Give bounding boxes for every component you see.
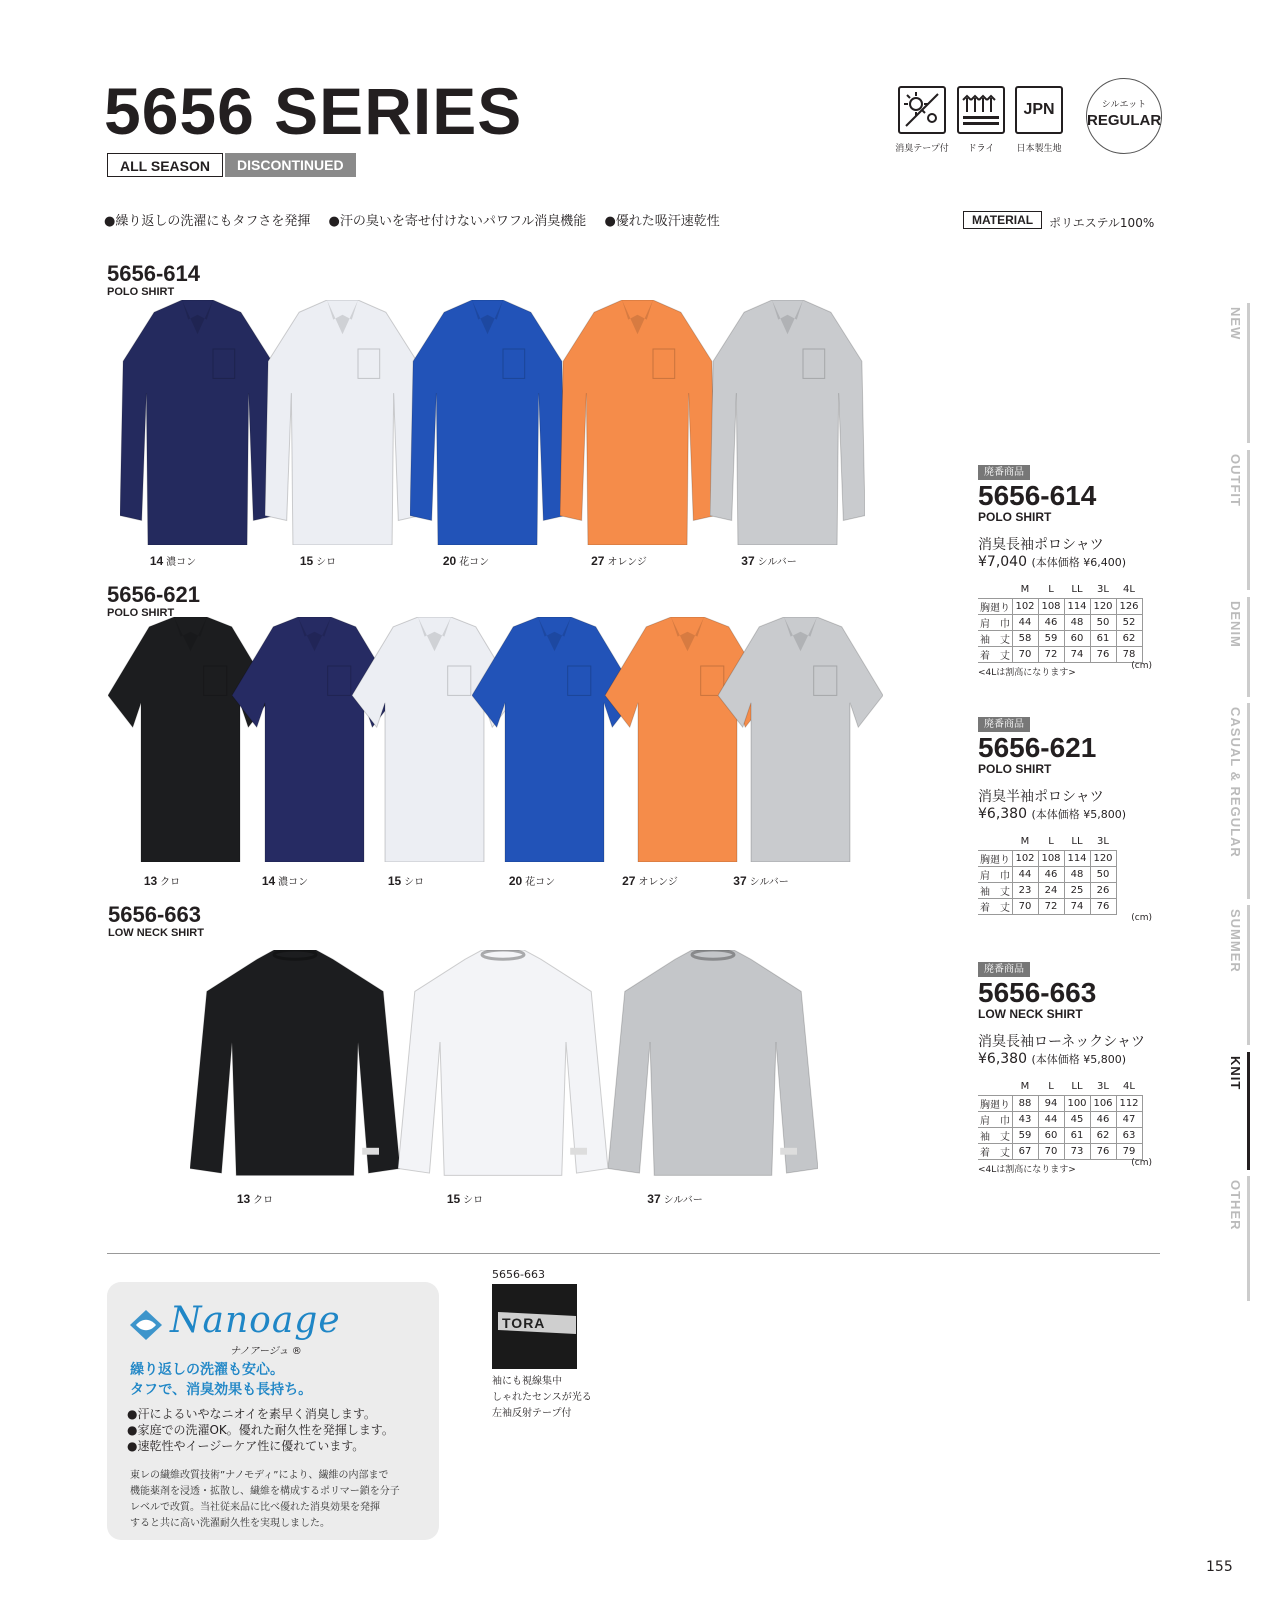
product-price: ¥7,040 (本体価格 ¥6,400) [978,554,1127,570]
color-label [410,1191,520,1206]
color-label [200,1191,310,1206]
measure-value: 59 [1038,630,1064,646]
size-header-row [978,834,1116,850]
color-name: シロ [463,1195,484,1206]
size-header: M [1012,582,1038,598]
discontinued-tag: 廃番商品 [978,962,1030,977]
size-header: L [1038,582,1064,598]
base-price: (本体価格 ¥5,800) [1031,808,1127,821]
product-price: ¥6,380 (本体価格 ¥5,800) [978,1051,1127,1067]
base-price: (本体価格 ¥5,800) [1031,1053,1127,1066]
measure-value: 70 [1038,1143,1064,1159]
tag-row [978,712,1158,731]
size-row [978,646,1142,662]
color-number: 20 [508,874,523,888]
measure-label: 肩 巾 [978,866,1012,882]
measure-value: 78 [1116,646,1142,662]
shirt-image [120,300,275,549]
measure-label: 肩 巾 [978,1111,1012,1127]
material-value: ポリエステル100% [1049,216,1155,230]
size-header: LL [1064,1079,1090,1095]
measure-value: 76 [1090,898,1116,914]
empty-cell [978,834,1012,850]
side-tab-label: OUTFIT [1228,454,1243,507]
measure-label: 着 丈 [978,898,1012,914]
size-header: LL [1064,582,1090,598]
size-row [978,898,1116,914]
side-tab[interactable] [1218,303,1250,443]
measure-value: 106 [1090,1095,1116,1111]
headline-line: タフで、消臭効果も長持ち。 [130,1382,313,1398]
reflector-caption [492,1374,592,1422]
product-subtitle: POLO SHIRT [978,510,1052,524]
section-code: 5656-621 [107,582,200,607]
unit-label: (cm) [1131,1157,1152,1168]
side-tab[interactable] [1218,597,1250,697]
silhouette-value: REGULAR [1087,112,1162,129]
size-header: 3L [1090,582,1116,598]
shirt-image [608,950,818,1184]
caption-line: 左袖反射テープ付 [492,1408,572,1419]
size-table [978,1079,1143,1160]
measure-label: 肩 巾 [978,614,1012,630]
section-code: 5656-663 [108,902,201,927]
feature-item: ●繰り返しの洗濯にもタフさを発揮 [104,214,311,229]
measure-value: 61 [1090,630,1116,646]
reflector-logo: TORA [502,1315,546,1331]
measure-value: 44 [1012,866,1038,882]
measure-value: 62 [1090,1127,1116,1143]
product-info [978,712,1158,929]
nanoage-description [130,1468,400,1532]
side-tab-label: CASUAL & REGULAR [1228,707,1243,858]
color-label [263,553,373,568]
color-number: 14 [261,874,276,888]
measure-value: 60 [1064,630,1090,646]
measure-value: 62 [1116,630,1142,646]
size-row [978,866,1116,882]
measure-value: 94 [1038,1095,1064,1111]
discontinued-tag: 廃番商品 [978,465,1030,480]
page-number: 155 [1206,1559,1233,1575]
measure-value: 26 [1090,882,1116,898]
shirt-image [710,300,865,549]
color-name: シルバー [663,1195,703,1206]
size-row [978,598,1142,614]
size-row [978,614,1142,630]
color-number: 27 [622,874,636,888]
product-code: 5656-621 [978,732,1097,763]
discontinued-tag: 廃番商品 [978,717,1030,732]
desc-line: 東レの繊維改質技術”ナノモディ”により、繊維の内部まで [130,1470,389,1481]
reflector-code: 5656-663 [492,1268,545,1281]
feature-list [104,210,734,229]
size-row [978,1127,1142,1143]
size-header: 3L [1090,834,1116,850]
product-subtitle: LOW NECK SHIRT [978,1007,1083,1021]
color-name: シロ [404,877,425,888]
color-number: 15 [299,554,314,568]
nanoage-headline [130,1360,312,1400]
tag-row [978,957,1158,976]
size-row [978,1095,1142,1111]
series-title: 5656 SERIES [104,74,523,148]
shirt-image [398,950,608,1184]
color-number: 20 [442,554,457,568]
shirt-image [560,300,715,549]
measure-value: 79 [1116,1143,1142,1159]
measure-value: 47 [1116,1111,1142,1127]
unit-label: (cm) [1131,912,1152,923]
color-name: クロ [253,1195,274,1206]
color-label [564,553,674,568]
measure-value: 24 [1038,882,1064,898]
measure-value: 88 [1012,1095,1038,1111]
measure-value: 102 [1012,598,1038,614]
deodorant-tape-caption: 消臭テープ付 [895,144,949,154]
measure-value: 58 [1012,630,1038,646]
size-header: L [1038,1079,1064,1095]
measure-value: 108 [1038,850,1064,866]
desc-line: レベルで改質。当社従来品に比べ優れた消臭効果を発揮 [130,1502,380,1513]
deodorant-tape-icon [898,86,946,134]
color-label [411,553,521,568]
nanoage-logo-icon [126,1306,166,1348]
side-tab-label: KNIT [1228,1056,1243,1091]
color-number: 13 [143,874,158,888]
discontinued-badge: DISCONTINUED [225,153,356,177]
measure-label: 胸廻り [978,1095,1012,1111]
measure-label: 袖 丈 [978,630,1012,646]
empty-cell [978,582,1012,598]
section-subtitle: POLO SHIRT [107,607,175,619]
side-tab[interactable] [1218,703,1250,899]
side-tab-label: OTHER [1228,1180,1243,1231]
divider [107,1253,1160,1254]
color-label [230,873,340,888]
feature-item: ●汗の臭いを寄せ付けないパワフル消臭機能 [328,214,587,229]
color-name: オレンジ [638,877,678,888]
measure-value: 120 [1090,850,1116,866]
color-label [107,873,217,888]
color-number: 15 [446,1192,461,1206]
size-table [978,834,1117,915]
color-label [477,873,587,888]
size-header: 3L [1090,1079,1116,1095]
measure-value: 25 [1064,882,1090,898]
size-header: 4L [1116,582,1142,598]
tag-row [978,460,1158,479]
measure-value: 76 [1090,646,1116,662]
measure-label: 袖 丈 [978,882,1012,898]
measure-value: 43 [1012,1111,1038,1127]
table-footer [978,1157,1158,1175]
silhouette-badge [1086,78,1162,154]
product-name: 消臭長袖ポロシャツ [978,537,1104,553]
side-tab-label: SUMMER [1228,909,1243,973]
desc-line: 機能薬剤を浸透・拡散し、繊維を構成するポリマー鎖を分子 [130,1486,400,1497]
measure-label: 着 丈 [978,646,1012,662]
size-header-row [978,582,1142,598]
side-tab[interactable] [1218,450,1250,590]
jpn-icon: JPN [1015,86,1063,134]
measure-label: 胸廻り [978,850,1012,866]
color-number: 15 [387,874,402,888]
product-name: 消臭長袖ローネックシャツ [978,1034,1146,1050]
side-tab[interactable] [1218,1176,1250,1301]
measure-value: 67 [1012,1143,1038,1159]
headline-line: 繰り返しの洗濯も安心。 [130,1362,284,1378]
size-row [978,1143,1142,1159]
measure-label: 胸廻り [978,598,1012,614]
season-badge: ALL SEASON [107,153,223,177]
measure-value: 126 [1116,598,1142,614]
nanoage-point: ●速乾性やイージーケア性に優れています。 [127,1439,365,1453]
color-name: シロ [316,557,337,568]
color-label [351,873,461,888]
measure-value: 44 [1038,1111,1064,1127]
measure-value: 108 [1038,598,1064,614]
color-label [620,1191,730,1206]
color-name: 花コン [525,877,556,888]
nanoage-points [127,1406,394,1454]
size-row [978,630,1142,646]
color-number: 14 [149,554,164,568]
color-label [595,873,705,888]
size-table [978,582,1143,663]
size-header: LL [1064,834,1090,850]
measure-value: 114 [1064,598,1090,614]
shirt-image [410,300,565,549]
size-row [978,1111,1142,1127]
silhouette-caption: シルエット [1101,100,1147,110]
nanoage-point: ●汗によるいやなニオイを素早く消臭します。 [127,1407,376,1421]
measure-value: 50 [1090,614,1116,630]
measure-value: 76 [1090,1143,1116,1159]
base-price: (本体価格 ¥6,400) [1031,556,1127,569]
size-header: M [1012,1079,1038,1095]
color-name: シルバー [749,877,789,888]
size-header-row [978,1079,1142,1095]
product-code: 5656-663 [978,977,1097,1008]
color-number: 27 [591,554,605,568]
nanoage-logo: Nanoage [170,1300,341,1341]
color-label [118,553,228,568]
measure-value: 70 [1012,646,1038,662]
table-footer [978,912,1158,929]
size-row [978,882,1116,898]
section-subtitle: LOW NECK SHIRT [108,927,204,939]
size-header: M [1012,834,1038,850]
measure-value: 61 [1064,1127,1090,1143]
empty-cell [978,1079,1012,1095]
color-number: 13 [236,1192,251,1206]
measure-value: 74 [1064,646,1090,662]
color-name: シルバー [757,557,797,568]
size-note: <4Lは割高になります> [978,667,1076,678]
measure-value: 72 [1038,898,1064,914]
measure-value: 120 [1090,598,1116,614]
size-row [978,850,1116,866]
nanoage-point: ●家庭での洗濯OK。優れた耐久性を発揮します。 [127,1423,394,1437]
measure-value: 52 [1116,614,1142,630]
product-info [978,957,1158,1174]
color-number: 37 [741,554,755,568]
product-price: ¥6,380 (本体価格 ¥5,800) [978,806,1127,822]
product-name: 消臭半袖ポロシャツ [978,789,1104,805]
feature-item: ●優れた吸汗速乾性 [604,214,720,229]
measure-value: 46 [1038,614,1064,630]
color-name: クロ [160,877,181,888]
measure-value: 46 [1090,1111,1116,1127]
jpn-caption: 日本製生地 [1016,144,1062,154]
product-subtitle: POLO SHIRT [978,762,1052,776]
nanoage-kana: ナノアージュ ® [230,1346,302,1357]
dry-caption: ドライ [967,144,995,154]
measure-value: 23 [1012,882,1038,898]
material-label: MATERIAL [963,211,1042,229]
side-tab[interactable] [1218,905,1250,1045]
section-subtitle: POLO SHIRT [107,286,175,298]
side-tab-label: NEW [1228,307,1243,341]
shirt-image [265,300,420,549]
color-name: 花コン [459,557,490,568]
measure-value: 44 [1012,614,1038,630]
measure-value: 70 [1012,898,1038,914]
size-note: <4Lは割高になります> [978,1164,1076,1175]
desc-line: すると共に高い洗濯耐久性を実現しました。 [130,1518,330,1529]
measure-value: 63 [1116,1127,1142,1143]
product-info [978,460,1158,677]
color-label [714,553,824,568]
color-name: 濃コン [166,557,197,568]
caption-line: 袖にも視線集中 [492,1376,562,1387]
color-name: 濃コン [278,877,309,888]
measure-value: 112 [1116,1095,1142,1111]
measure-value: 46 [1038,866,1064,882]
product-code: 5656-614 [978,480,1097,511]
color-label [706,873,816,888]
measure-label: 着 丈 [978,1143,1012,1159]
measure-value: 102 [1012,850,1038,866]
measure-value: 72 [1038,646,1064,662]
color-number: 37 [647,1192,661,1206]
measure-value: 48 [1064,614,1090,630]
measure-value: 74 [1064,898,1090,914]
size-header: L [1038,834,1064,850]
shirt-image [718,617,883,866]
measure-value: 73 [1064,1143,1090,1159]
measure-value: 60 [1038,1127,1064,1143]
table-footer [978,660,1158,678]
measure-value: 50 [1090,866,1116,882]
color-number: 37 [733,874,747,888]
measure-value: 100 [1064,1095,1090,1111]
measure-value: 48 [1064,866,1090,882]
side-tab[interactable] [1218,1052,1250,1170]
reflector-tape-image [492,1284,577,1369]
measure-label: 袖 丈 [978,1127,1012,1143]
color-name: オレンジ [607,557,647,568]
side-tab-label: DENIM [1228,601,1243,648]
measure-value: 45 [1064,1111,1090,1127]
caption-line: しゃれたセンスが光る [492,1392,592,1403]
section-code: 5656-614 [107,261,200,286]
shirt-image [190,950,400,1184]
measure-value: 114 [1064,850,1090,866]
size-header: 4L [1116,1079,1142,1095]
measure-value: 59 [1012,1127,1038,1143]
unit-label: (cm) [1131,660,1152,671]
dry-icon [957,86,1005,134]
